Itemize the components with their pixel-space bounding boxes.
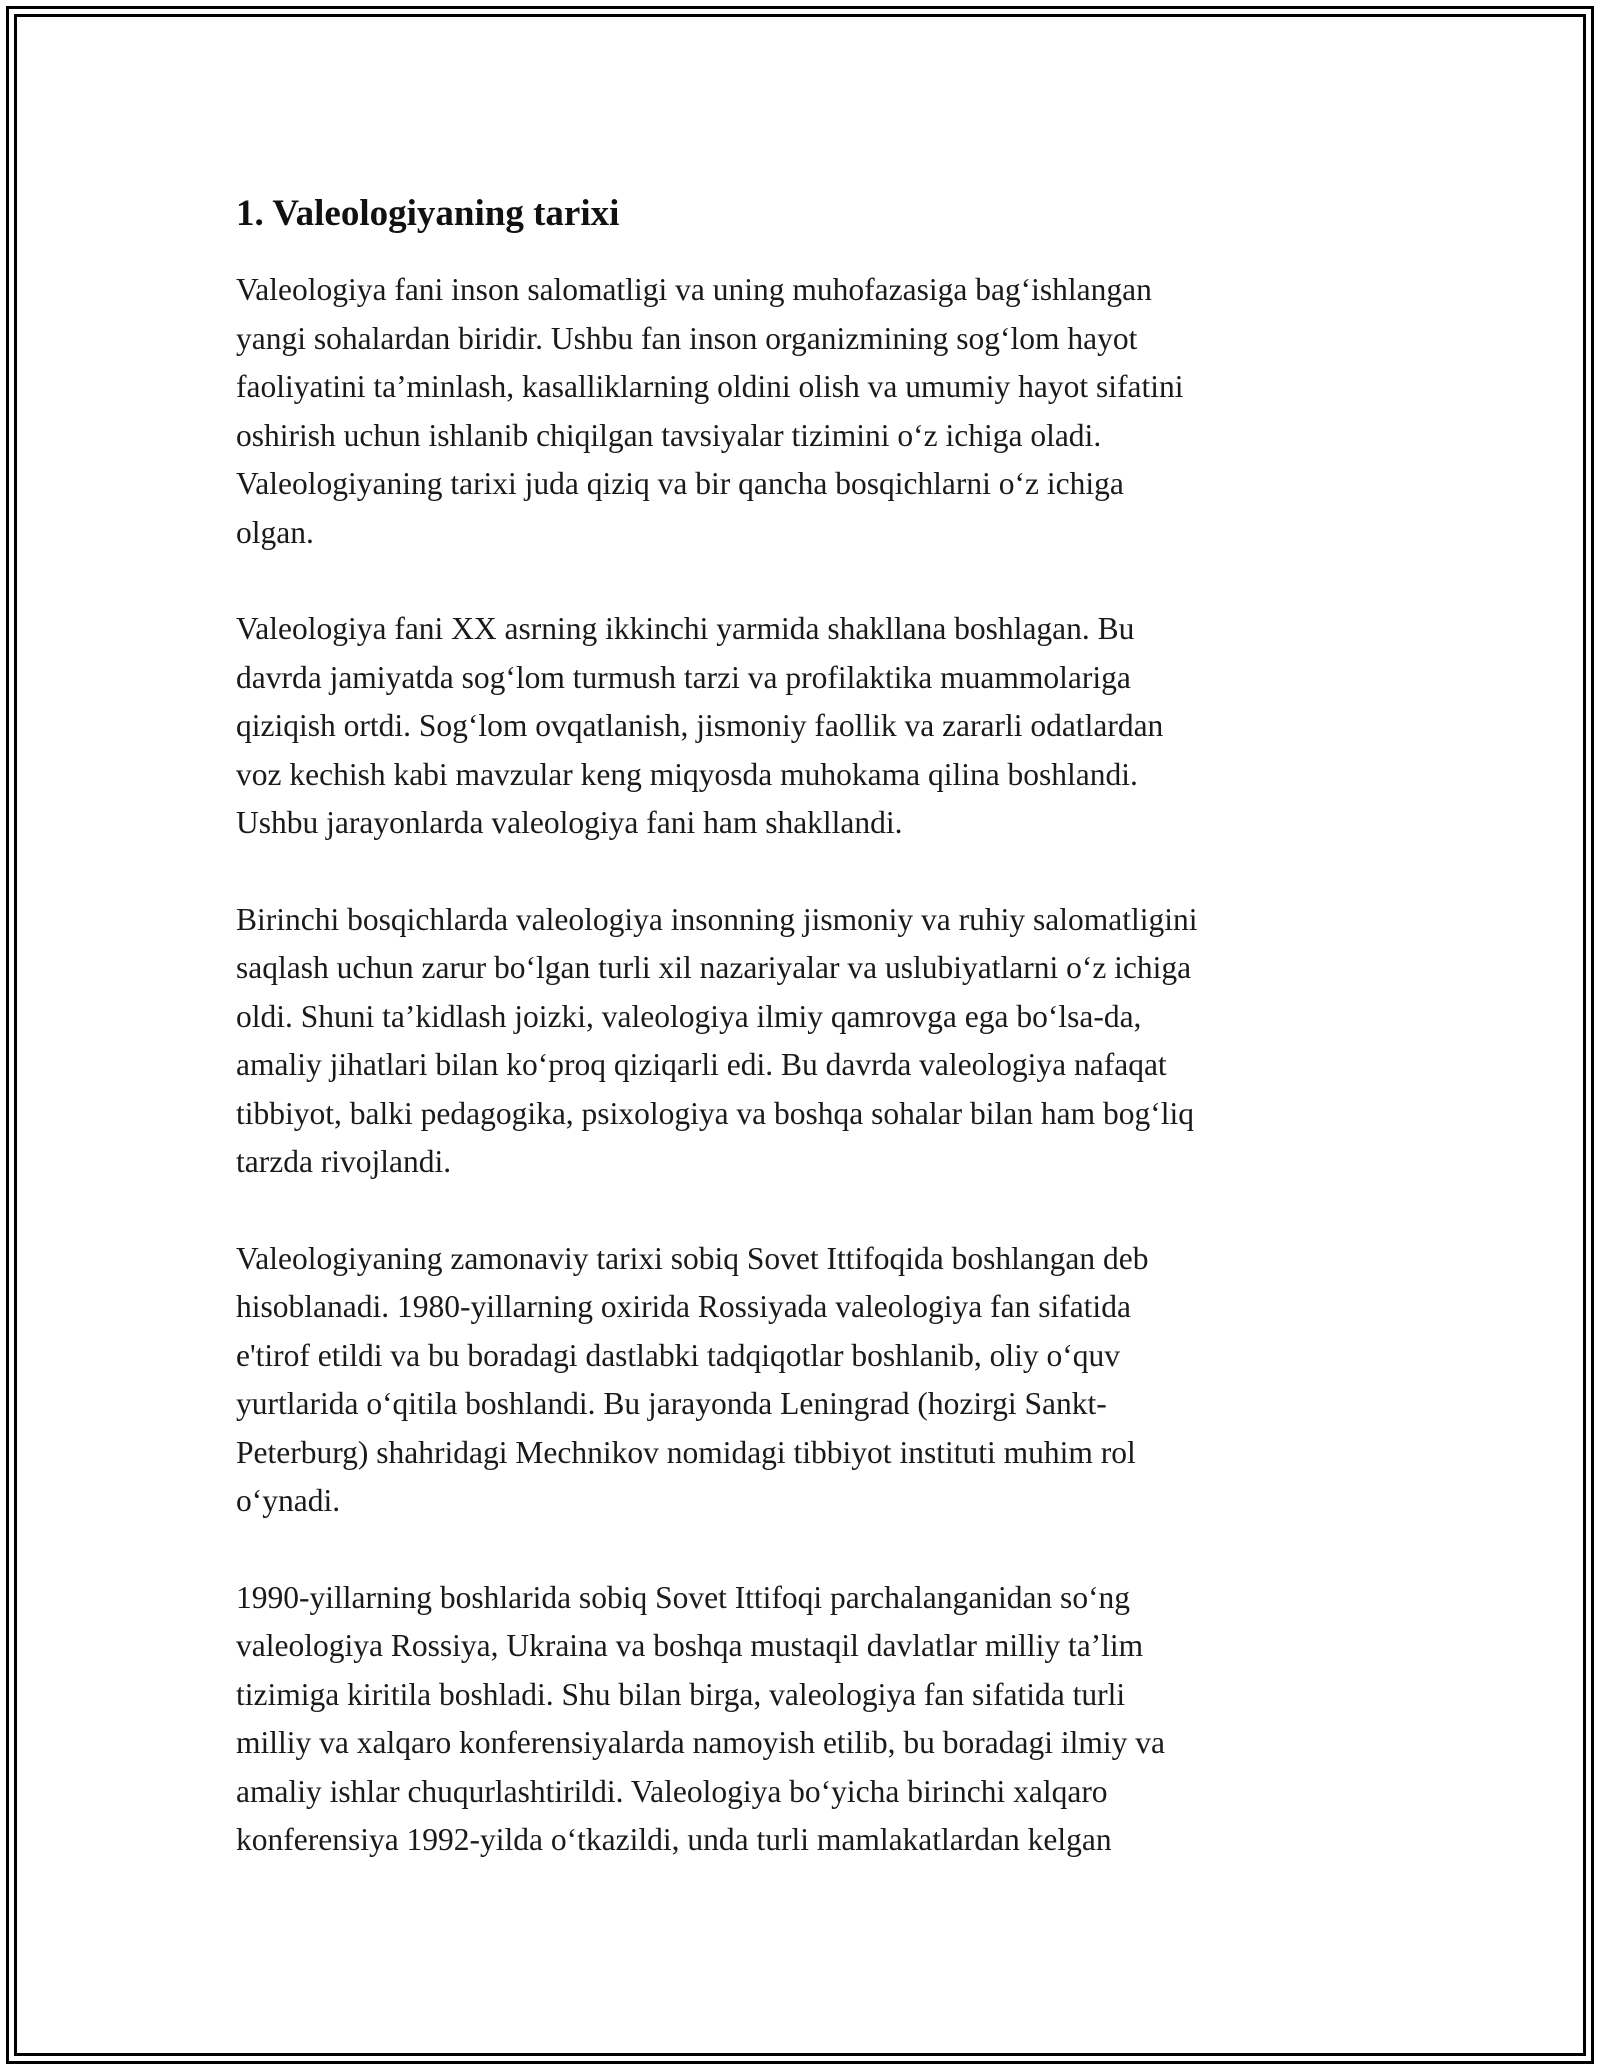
document-body xyxy=(236,188,1366,1913)
paragraph-3: Birinchi bosqichlarda valeologiya insonning jismoniy va ruhiy salomatligini saqlash uchun zarur bo‘lgan turli xil nazariyalar va uslubiyatlarni o‘z ichiga oldi. Shuni ta’kidlash joizki, valeologiya ilmiy qamrovga ega bo‘lsa-da, amaliy jihatlari bilan ko‘proq qiziqarli edi. Bu davrda valeologiya nafaqat tibbiyot, balki pedagogika, psixologiya va boshqa sohalar bilan ham bog‘liq tarzda rivojlandi. xyxy=(236,901,1198,1179)
paragraph-4: Valeologiyaning zamonaviy tarixi sobiq Sovet Ittifoqida boshlangan deb hisoblanadi. 1980-yillarning oxirida Rossiyada valeologiya fan sifatida e'tirof etildi va bu boradagi dastlabki tadqiqotlar boshlanib, oliy o‘quv yurtlarida o‘qitila boshlandi. Bu jarayonda Leningrad (hozirgi Sankt- Peterburg) shahridagi Mechnikov nomidagi tibbiyot instituti muhim rol o‘ynadi. xyxy=(236,1240,1149,1518)
paragraph-5: 1990-yillarning boshlarida sobiq Sovet Ittifoqi parchalanganidan so‘ng valeologiya Rossiya, Ukraina va boshqa mustaqil davlatlar milliy ta’lim tizimiga kiritila boshladi. Shu bilan birga, valeologiya fan sifatida turli milliy va xalqaro konferensiyalarda namoyish etilib, bu boradagi ilmiy va amaliy ishlar chuqurlashtirildi. Valeologiya bo‘yicha birinchi xalqaro konferensiya 1992-yilda o‘tkazildi, unda turli mamlakatlardan kelgan xyxy=(236,1579,1166,1857)
paragraph-2: Valeologiya fani XX asrning ikkinchi yarmida shakllana boshlagan. Bu davrda jamiyatda sog‘lom turmush tarzi va profilaktika muammolariga qiziqish ortdi. Sog‘lom ovqatlanish, jismoniy faollik va zararli odatlardan voz kechish kabi mavzular keng miqyosda muhokama qilina boshlandi. Ushbu jarayonlarda valeologiya fani ham shakllandi. xyxy=(236,611,1164,840)
paragraph-1: Valeologiya fani inson salomatligi va uning muhofazasiga bag‘ishlangan yangi sohalardan biridir. Ushbu fan inson organizmining sog‘lom hayot faoliyatini ta’minlash, kasalliklarning oldini olish va umumiy hayot sifatini oshirish uchun ishlanib chiqilgan tavsiyalar tizimini o‘z ichiga oladi. Valeologiyaning tarixi juda qiziq va bir qancha bosqichlarni o‘z ichiga olgan. xyxy=(236,272,1184,550)
section-heading: 1. Valeologiyaning tarixi xyxy=(236,193,620,234)
